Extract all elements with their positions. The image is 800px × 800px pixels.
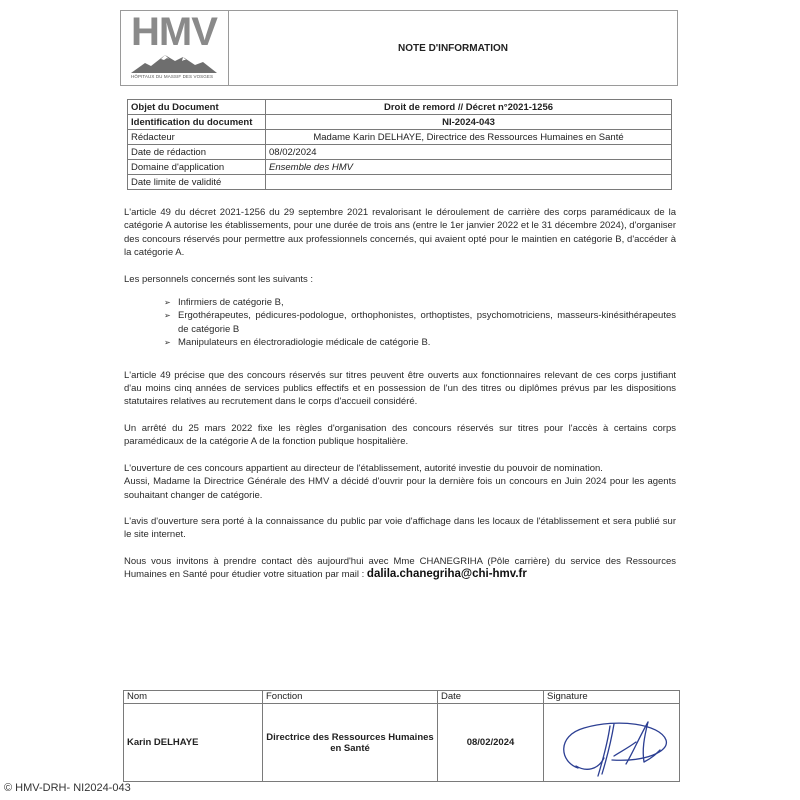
document-footer: © HMV-DRH- NI2024-043 bbox=[4, 782, 131, 794]
info-row-author bbox=[128, 130, 672, 145]
document-body bbox=[124, 206, 676, 595]
paragraph-decision: Aussi, Madame la Directrice Générale des HMV a décidé d'ouvrir pour la dernière fois un concours en Juin 2024 pour les agents souhaitant changer de catégorie. bbox=[124, 476, 676, 501]
info-row-validity bbox=[128, 175, 672, 190]
info-label: Date de rédaction bbox=[128, 145, 266, 160]
personnel-list bbox=[166, 296, 676, 350]
signature-table-header bbox=[124, 691, 680, 704]
signature-cell bbox=[544, 704, 680, 782]
arrow-bullet-icon: ➢ bbox=[164, 298, 171, 308]
info-label: Identification du document bbox=[128, 115, 266, 130]
logo-text: HMV bbox=[131, 10, 217, 54]
document-info-table bbox=[127, 99, 672, 190]
paragraph-contact: Nous vous invitons à prendre contact dès aujourd'hui avec Mme CHANEGRIHA (Pôle carrière) du service des Ressources Humaines en Santé pour étudier votre situation par mail : dalila.chanegriha@chi-hmv.fr bbox=[124, 555, 676, 581]
info-label: Domaine d'application bbox=[128, 160, 266, 175]
arrow-bullet-icon: ➢ bbox=[164, 338, 171, 348]
info-row-domain bbox=[128, 160, 672, 175]
paragraph-arrete: Un arrêté du 25 mars 2022 fixe les règles d'organisation des concours réservés sur titres pour l'accès à certains corps paramédicaux de la catégorie A de la fonction publique hospitalière. bbox=[124, 422, 676, 448]
paragraph-conditions: L'article 49 précise que des concours réservés sur titres peuvent être ouverts aux fonctionnaires relevant de ces corps justifiant d'au moins cinq années de services publics effectifs et en possession de l'un des titres ou diplômes prévus par les dispositions statutaires relatives au recrutement dans le corps d'accueil considéré. bbox=[124, 369, 676, 408]
paragraph-article-49: L'article 49 du décret 2021-1256 du 29 septembre 2021 revalorisant le déroulement de carrière des corps paramédicaux de la catégorie A autorise les établissements, pour une durée de trois ans (entre le 1er janvier 2022 et le 31 décembre 2024), d'organiser des concours réservés pour permettre aux professionnels concernés, qui avaient opté pour le maintien en catégorie B, d'accéder à la catégorie A. bbox=[124, 207, 676, 259]
document-title: NOTE D'INFORMATION bbox=[398, 42, 508, 54]
info-value: Madame Karin DELHAYE, Directrice des Ressources Humaines en Santé bbox=[266, 130, 672, 145]
contact-email-link[interactable]: dalila.chanegriha@chi-hmv.fr bbox=[366, 568, 527, 581]
header-date: Date bbox=[438, 691, 544, 704]
info-value bbox=[266, 175, 672, 190]
logo-tagline: HÔPITAUX DU MASSIF DES VOSGES bbox=[131, 74, 214, 79]
header-signature: Signature bbox=[544, 691, 680, 704]
paragraph-notice: L'avis d'ouverture sera porté à la connaissance du public par voie d'affichage dans les locaux de l'établissement et sera publié sur le site internet. bbox=[124, 515, 676, 541]
paragraph-personnel-intro: Les personnels concernés sont les suivants : bbox=[124, 273, 314, 285]
info-label: Objet du Document bbox=[128, 100, 266, 115]
handwritten-signature-icon bbox=[548, 706, 676, 780]
document-header bbox=[120, 10, 678, 86]
info-value: Droit de remord // Décret n°2021-1256 bbox=[266, 100, 672, 115]
paragraph-opening: L'ouverture de ces concours appartient au directeur de l'établissement, autorité investie du pouvoir de nomination. bbox=[124, 462, 603, 474]
info-row-date bbox=[128, 145, 672, 160]
signature-date: 08/02/2024 bbox=[438, 704, 544, 782]
list-item: ➢ Ergothérapeutes, pédicures-podologue, orthophonistes, orthoptistes, psychomotriciens, masseurs-kinésithérapeutes de catégorie B bbox=[164, 310, 676, 335]
info-value: NI-2024-043 bbox=[266, 115, 672, 130]
arrow-bullet-icon: ➢ bbox=[164, 311, 171, 321]
signer-function: Directrice des Ressources Humaines en Santé bbox=[263, 704, 438, 782]
info-value: Ensemble des HMV bbox=[266, 160, 672, 175]
header-function: Fonction bbox=[263, 691, 438, 704]
list-item: ➢ Manipulateurs en électroradiologie médicale de catégorie B. bbox=[164, 337, 431, 349]
info-label: Date limite de validité bbox=[128, 175, 266, 190]
signature-table bbox=[123, 690, 680, 782]
info-row-object bbox=[128, 100, 672, 115]
mountain-logo-icon bbox=[131, 51, 217, 73]
info-label: Rédacteur bbox=[128, 130, 266, 145]
info-row-identification bbox=[128, 115, 672, 130]
signature-row bbox=[124, 704, 680, 782]
signer-name: Karin DELHAYE bbox=[124, 704, 263, 782]
list-item: ➢ Infirmiers de catégorie B, bbox=[164, 297, 284, 309]
header-name: Nom bbox=[124, 691, 263, 704]
hmv-logo bbox=[121, 11, 229, 85]
info-value: 08/02/2024 bbox=[266, 145, 672, 160]
